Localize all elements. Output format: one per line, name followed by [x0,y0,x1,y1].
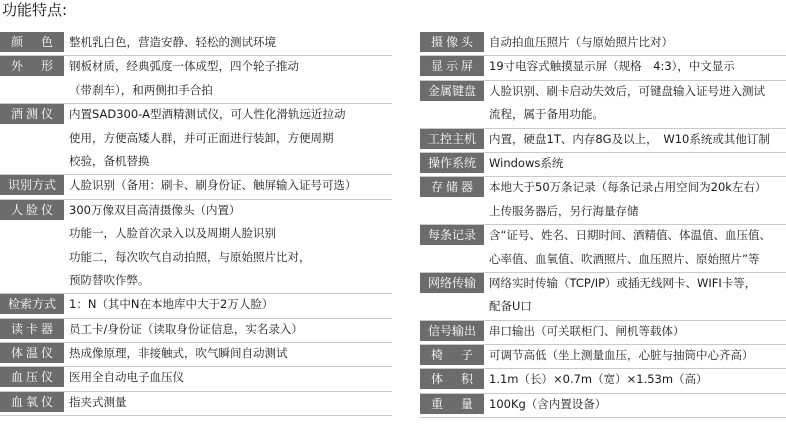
spec-value-line: 医用全自动电子血压仪 [69,370,184,385]
spec-row [0,175,392,199]
spec-value-line: 19寸电容式触摸显示屏（规格 4:3），中文显示 [489,59,735,74]
spec-value [489,225,786,272]
spec-label: 工控主机 [420,129,484,149]
spec-value-line: 功能二，每次吹气自动拍照，与原始照片比对， [69,249,311,264]
spec-value [69,56,392,103]
spec-value [489,394,786,417]
spec-value [69,104,392,174]
spec-row [420,345,786,369]
spec-value-line: 内置，硬盘1T、内存8G及以上， W10系统或其他订制 [489,131,770,146]
spec-value-line: 100Kg（含内置设备） [489,396,607,411]
spec-label: 存储器 [420,177,484,197]
spec-value-line: 指夹式测量 [69,394,127,409]
spec-row [0,104,392,175]
spec-value-line: 可调节高低（坐上测量血压，心脏与抽筒中心齐高） [489,348,754,363]
spec-value-line: 配备U口 [489,299,532,314]
spec-value-line: 功能一，人脸首次录入以及周期人脸识别 [69,226,276,241]
spec-value-line: 1：N（其中N在本地库中大于2万人脸） [69,297,274,312]
spec-row [0,294,392,318]
spec-label: 信号输出 [420,321,484,341]
spec-value [69,319,392,342]
spec-label: 检索方式 [0,294,64,314]
spec-label: 识别方式 [0,175,64,195]
spec-value [489,177,786,224]
spec-value [489,56,786,79]
spec-value [489,32,786,55]
spec-value-line: 内置SAD300-A型酒精测试仪，可人性化滑轨远近拉动 [69,107,346,122]
spec-value [489,345,786,368]
spec-value-line: 自动拍血压照片（与原始照片比对） [489,35,673,49]
spec-value-line: 钢板材质，经典弧度一体成型，四个轮子推动 [69,59,299,74]
spec-value-line: 使用，方便高矮人群，并可正面进行装卸，方便周期 [69,130,334,145]
spec-row [420,81,786,129]
spec-value-line: 员工卡/身份证（读取身份证信息，实名录入） [69,321,303,336]
spec-label: 血氧仪 [0,392,64,412]
spec-label: 金属键盘 [420,81,484,101]
spec-label: 酒测仪 [0,104,64,124]
spec-value-line: 300万像双目高清摄像头（内置） [69,202,241,217]
spec-value-line: 1.1m（长）×0.7m（宽）×1.53m（高） [489,372,708,387]
spec-value-line: （带刹车），和两侧扣手合拍 [69,82,213,97]
spec-row [0,32,392,56]
spec-value-line: 校验，备机替换 [69,153,150,168]
spec-value [69,392,392,415]
spec-column-left [0,32,392,416]
spec-label: 血压仪 [0,367,64,387]
spec-value [489,129,786,152]
spec-row [0,319,392,343]
spec-value [69,175,392,198]
spec-label: 重 量 [420,394,484,414]
spec-row [420,56,786,80]
spec-row [420,394,786,418]
spec-value [489,81,786,128]
spec-value-line: 串口输出（可关联柜门、闸机等载体） [489,323,685,338]
spec-value-line: 心率值、血氧值、吹酒照片、血压照片、原始照片”等 [489,251,760,266]
spec-value [69,294,392,317]
spec-row [0,367,392,391]
spec-label: 操作系统 [420,153,484,173]
spec-value-line: 网络实时传输（TCP/IP）或插无线网卡、WIFI卡等， [489,275,757,290]
page-title: 功能特点: [2,1,68,19]
spec-label: 显示屏 [420,56,484,76]
spec-value-line: Windows系统 [489,155,564,170]
spec-row [420,32,786,56]
spec-row [420,273,786,321]
spec-value [489,273,786,320]
spec-value-line: 本地大于50万条记录（每条记录占用空间为20k左右） [489,180,767,195]
spec-row [0,392,392,416]
spec-label: 网络传输 [420,273,484,293]
spec-value-line: 含“证号、姓名、日期时间、酒精值、体温值、血压值、 [489,228,771,243]
spec-value-line: 上传服务器后，另行海量存储 [489,203,639,218]
spec-row [420,129,786,153]
spec-label: 椅 子 [420,345,484,365]
spec-value-line: 预防替吹作弊。 [69,272,150,287]
spec-label: 摄像头 [420,32,484,52]
spec-row [0,343,392,367]
spec-value-line: 人脸识别（备用：刷卡、刷身份证、触屏输入证号可选） [69,178,357,193]
spec-value-line: 流程，属于备用功能。 [489,107,604,122]
spec-label: 读卡器 [0,319,64,339]
spec-label: 颜 色 [0,32,64,52]
spec-label: 外 形 [0,56,64,76]
spec-value [69,343,392,366]
spec-label: 每条记录 [420,225,484,245]
spec-row [0,200,392,295]
spec-value-line: 人脸识别、刷卡启动失效后，可键盘输入证号进入测试 [489,83,765,98]
spec-label: 体温仪 [0,343,64,363]
spec-row [420,153,786,177]
spec-value [489,153,786,176]
spec-label: 体 积 [420,369,484,389]
spec-value-line: 整机乳白色，营造安静、轻松的测试环境 [69,35,276,49]
spec-column-right [420,32,786,418]
spec-value [489,369,786,392]
spec-label: 人脸仪 [0,200,64,220]
spec-row [420,177,786,225]
spec-row [420,321,786,345]
spec-value [69,367,392,390]
spec-value-line: 热成像原理，非接触式，吹气瞬间自动测试 [69,346,288,361]
spec-value [69,200,392,294]
spec-value [69,32,392,55]
spec-row [420,369,786,393]
spec-row [0,56,392,104]
spec-value [489,321,786,344]
spec-row [420,225,786,273]
